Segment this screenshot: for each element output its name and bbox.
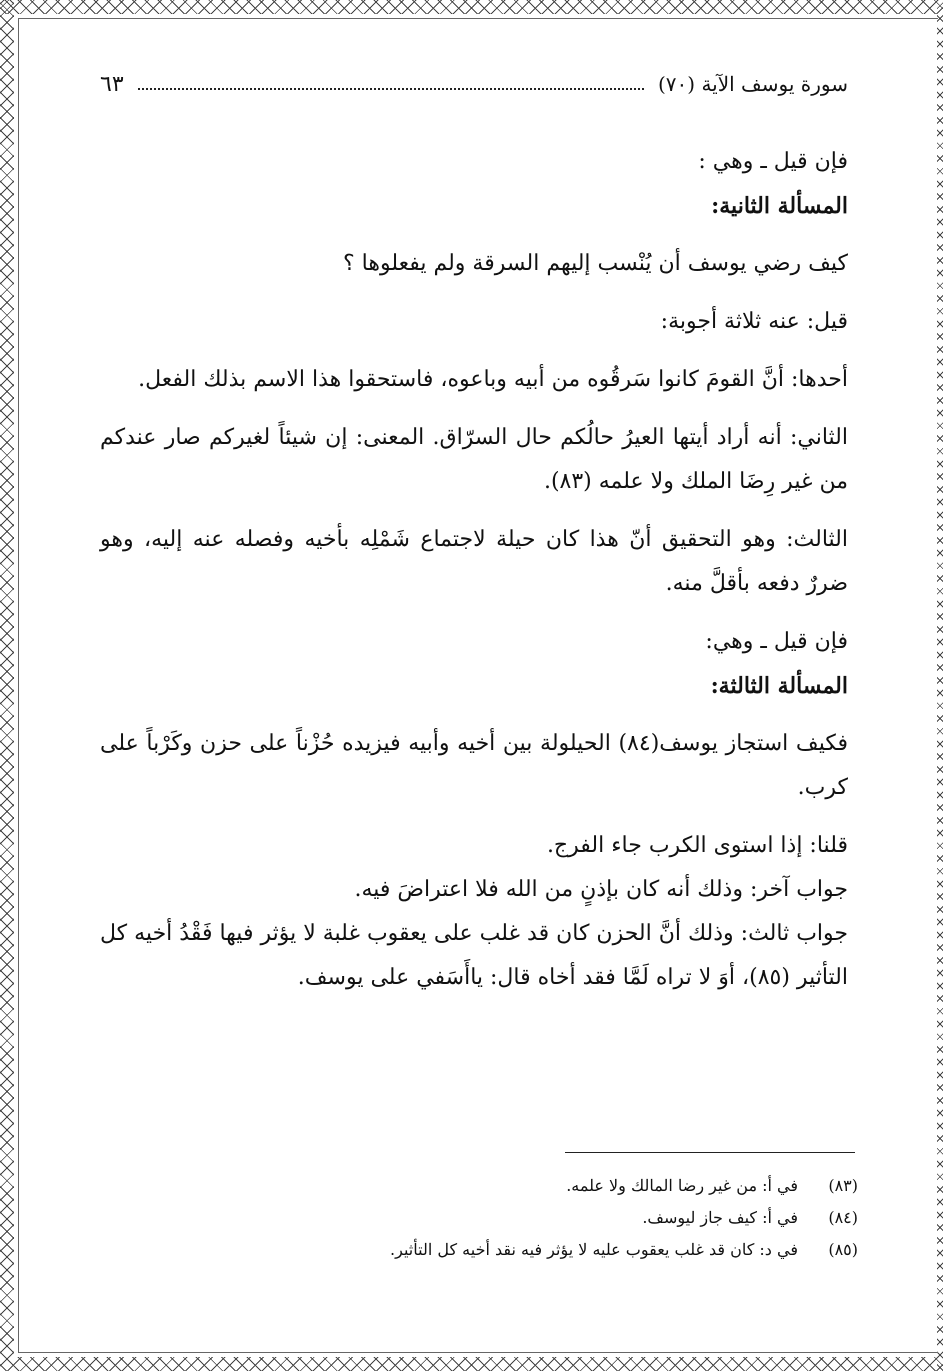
paragraph: فإن قيل ـ وهي : (698, 149, 848, 174)
paragraph: فكيف استجاز يوسف(٨٤) الحيلولة بين أخيه وأبيه فيزيده حُزْناً على حزن وكَرْباً على كرب. (100, 731, 848, 800)
paragraph: أحدها: أنَّ القومَ كانوا سَرقُوه من أبيه وباعوه، فاستحقوا هذا الاسم بذلك الفعل. (138, 367, 848, 392)
inner-frame-bottom (18, 1352, 938, 1353)
footnote-text: في د: كان قد غلب يعقوب عليه لا يؤثر فيه نقد أخيه كل التأثير. (390, 1240, 798, 1259)
inner-frame-left (18, 18, 19, 1353)
decorative-border-bottom (0, 1357, 943, 1371)
footnote-text: في أ: كيف جاز ليوسف. (642, 1208, 798, 1227)
footnote-separator (565, 1152, 855, 1153)
page-body (100, 140, 848, 1000)
footnote (100, 1202, 858, 1234)
footnote (100, 1170, 858, 1202)
paragraph: الثالث: وهو التحقيق أنّ هذا كان حيلة لاجتماع شَمْلِه بأخيه وفصله عنه إليه، وهو ضررٌ دفعه بأقلَّ منه. (100, 527, 848, 596)
paragraph: قيل: عنه ثلاثة أجوبة: (660, 309, 848, 334)
footnote-number: (٨٥) (828, 1240, 858, 1259)
inner-frame-top (18, 18, 938, 19)
paragraph: فإن قيل ـ وهي: (705, 629, 848, 654)
page-header (100, 64, 848, 104)
leader-dots (138, 78, 644, 90)
paragraph: قلنا: إذا استوى الكرب جاء الفرج. (546, 833, 848, 858)
decorative-border-left (0, 0, 14, 1371)
footnotes (100, 1170, 858, 1266)
footnote-text: في أ: من غير رضا المالك ولا علمه. (566, 1176, 798, 1195)
paragraph: كيف رضي يوسف أن يُنْسب إليهم السرقة ولم يفعلوها ؟ (342, 251, 848, 276)
paragraph: جواب ثالث: وذلك أنَّ الحزن كان قد غلب على يعقوب غلبة لا يؤثر فيها فَقْدُ أخيه كل التأثير (٨٥)، أوَ لا تراه لَمَّا فقد أخاه قال: ياأَسَفي على يوسف. (100, 921, 848, 990)
section-heading: المسألة الثالثة: (710, 673, 848, 699)
paragraph: جواب آخر: وذلك أنه كان بإذنٍ من الله فلا اعتراضَ فيه. (354, 877, 848, 902)
paragraph: الثاني: أنه أراد أيتها العيرُ حالُكم حال السرّاق. المعنى: إن شيئاً لغيركم صار عندكم من غير رِضَا الملك ولا علمه (٨٣). (100, 425, 848, 494)
footnote-number: (٨٣) (828, 1176, 858, 1195)
footnote-number: (٨٤) (828, 1208, 858, 1227)
section-heading: المسألة الثانية: (711, 193, 848, 219)
page-number: ٦٣ (100, 71, 124, 97)
footnote (100, 1234, 858, 1266)
running-title: سورة يوسف الآية (٧٠) (657, 72, 848, 96)
decorative-border-top (0, 0, 943, 14)
decorative-border-right (937, 0, 943, 1371)
